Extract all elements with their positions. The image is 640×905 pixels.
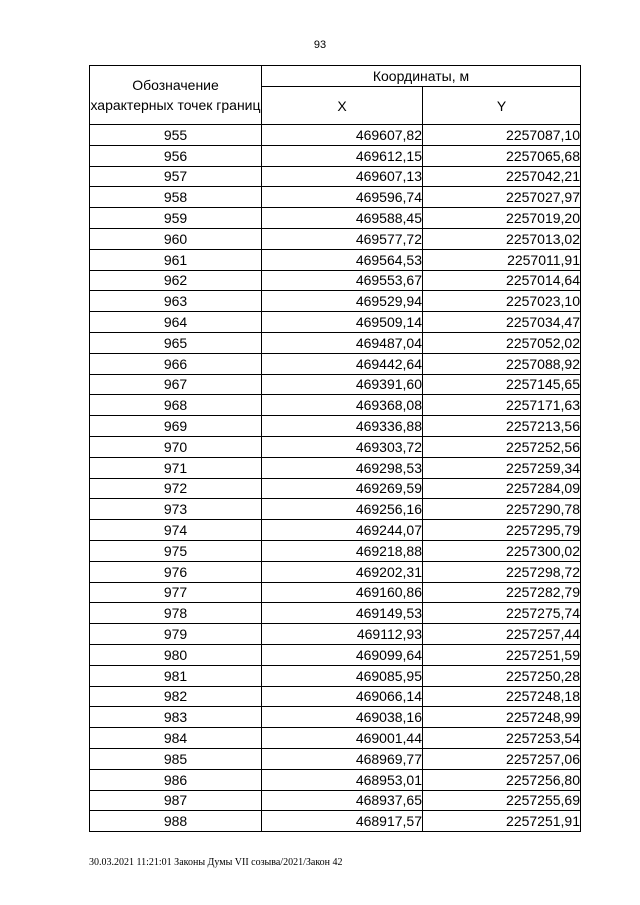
point-id-cell: 985 xyxy=(90,748,262,769)
x-coordinate-cell: 468953,01 xyxy=(262,769,423,790)
point-id-cell: 961 xyxy=(90,249,262,270)
x-coordinate-cell: 468917,57 xyxy=(262,811,423,832)
y-coordinate-cell: 2257052,02 xyxy=(423,332,581,353)
x-coordinate-cell: 469303,72 xyxy=(262,436,423,457)
table-row xyxy=(90,540,581,561)
y-coordinate-cell: 2257145,65 xyxy=(423,374,581,395)
table-row xyxy=(90,270,581,291)
point-id-cell: 980 xyxy=(90,644,262,665)
table-row xyxy=(90,374,581,395)
x-coordinate-cell: 468969,77 xyxy=(262,748,423,769)
x-coordinate-cell: 469336,88 xyxy=(262,416,423,437)
point-id-cell: 960 xyxy=(90,228,262,249)
table-row xyxy=(90,436,581,457)
table-row xyxy=(90,187,581,208)
y-coordinate-cell: 2257034,47 xyxy=(423,312,581,333)
y-coordinate-cell: 2257248,99 xyxy=(423,707,581,728)
y-coordinate-cell: 2257213,56 xyxy=(423,416,581,437)
point-id-cell: 956 xyxy=(90,145,262,166)
point-id-cell: 970 xyxy=(90,436,262,457)
x-coordinate-cell: 469553,67 xyxy=(262,270,423,291)
point-id-cell: 981 xyxy=(90,665,262,686)
y-coordinate-cell: 2257253,54 xyxy=(423,728,581,749)
point-id-cell: 986 xyxy=(90,769,262,790)
x-coordinate-cell: 469607,82 xyxy=(262,125,423,146)
point-id-cell: 984 xyxy=(90,728,262,749)
x-coordinate-cell: 469244,07 xyxy=(262,520,423,541)
y-coordinate-cell: 2257087,10 xyxy=(423,125,581,146)
point-id-cell: 982 xyxy=(90,686,262,707)
y-coordinate-cell: 2257248,18 xyxy=(423,686,581,707)
x-coordinate-cell: 469099,64 xyxy=(262,644,423,665)
table-row xyxy=(90,208,581,229)
y-coordinate-cell: 2257257,44 xyxy=(423,624,581,645)
y-coordinate-cell: 2257251,91 xyxy=(423,811,581,832)
table-row xyxy=(90,707,581,728)
table-row xyxy=(90,644,581,665)
table-row xyxy=(90,728,581,749)
table-row xyxy=(90,395,581,416)
point-id-cell: 964 xyxy=(90,312,262,333)
header-y: Y xyxy=(423,87,581,125)
y-coordinate-cell: 2257250,28 xyxy=(423,665,581,686)
y-coordinate-cell: 2257014,64 xyxy=(423,270,581,291)
point-id-cell: 983 xyxy=(90,707,262,728)
y-coordinate-cell: 2257088,92 xyxy=(423,353,581,374)
point-id-cell: 977 xyxy=(90,582,262,603)
point-id-cell: 979 xyxy=(90,624,262,645)
point-id-cell: 978 xyxy=(90,603,262,624)
y-coordinate-cell: 2257259,34 xyxy=(423,457,581,478)
y-coordinate-cell: 2257290,78 xyxy=(423,499,581,520)
x-coordinate-cell: 469149,53 xyxy=(262,603,423,624)
table-row xyxy=(90,332,581,353)
table-row xyxy=(90,624,581,645)
x-coordinate-cell: 469487,04 xyxy=(262,332,423,353)
table-row xyxy=(90,145,581,166)
y-coordinate-cell: 2257013,02 xyxy=(423,228,581,249)
x-coordinate-cell: 469607,13 xyxy=(262,166,423,187)
point-id-cell: 988 xyxy=(90,811,262,832)
x-coordinate-cell: 469529,94 xyxy=(262,291,423,312)
point-id-cell: 957 xyxy=(90,166,262,187)
y-coordinate-cell: 2257171,63 xyxy=(423,395,581,416)
table-row xyxy=(90,561,581,582)
table-row xyxy=(90,228,581,249)
point-id-cell: 974 xyxy=(90,520,262,541)
page-number: 93 xyxy=(313,39,327,51)
x-coordinate-cell: 468937,65 xyxy=(262,790,423,811)
point-id-cell: 976 xyxy=(90,561,262,582)
y-coordinate-cell: 2257295,79 xyxy=(423,520,581,541)
point-id-cell: 963 xyxy=(90,291,262,312)
y-coordinate-cell: 2257255,69 xyxy=(423,790,581,811)
y-coordinate-cell: 2257275,74 xyxy=(423,603,581,624)
y-coordinate-cell: 2257252,56 xyxy=(423,436,581,457)
y-coordinate-cell: 2257256,80 xyxy=(423,769,581,790)
x-coordinate-cell: 469202,31 xyxy=(262,561,423,582)
x-coordinate-cell: 469596,74 xyxy=(262,187,423,208)
table-row xyxy=(90,249,581,270)
table-row xyxy=(90,166,581,187)
point-id-cell: 955 xyxy=(90,125,262,146)
point-id-cell: 975 xyxy=(90,540,262,561)
footer-stamp: 30.03.2021 11:21:01 Законы Думы VII созыва/2021/Закон 42 xyxy=(89,857,343,868)
point-id-cell: 959 xyxy=(90,208,262,229)
table-row xyxy=(90,291,581,312)
point-id-cell: 973 xyxy=(90,499,262,520)
y-coordinate-cell: 2257042,21 xyxy=(423,166,581,187)
y-coordinate-cell: 2257282,79 xyxy=(423,582,581,603)
table-row xyxy=(90,769,581,790)
y-coordinate-cell: 2257251,59 xyxy=(423,644,581,665)
x-coordinate-cell: 469001,44 xyxy=(262,728,423,749)
x-coordinate-cell: 469368,08 xyxy=(262,395,423,416)
table-row xyxy=(90,416,581,437)
table-row xyxy=(90,603,581,624)
x-coordinate-cell: 469509,14 xyxy=(262,312,423,333)
point-id-cell: 968 xyxy=(90,395,262,416)
table-row xyxy=(90,811,581,832)
x-coordinate-cell: 469038,16 xyxy=(262,707,423,728)
point-id-cell: 965 xyxy=(90,332,262,353)
header-point-label: Обозначение характерных точек границ xyxy=(90,66,262,125)
table-row xyxy=(90,686,581,707)
point-id-cell: 969 xyxy=(90,416,262,437)
x-coordinate-cell: 469298,53 xyxy=(262,457,423,478)
point-id-cell: 962 xyxy=(90,270,262,291)
y-coordinate-cell: 2257027,97 xyxy=(423,187,581,208)
table-row xyxy=(90,312,581,333)
x-coordinate-cell: 469577,72 xyxy=(262,228,423,249)
point-id-cell: 987 xyxy=(90,790,262,811)
y-coordinate-cell: 2257011,91 xyxy=(423,249,581,270)
x-coordinate-cell: 469218,88 xyxy=(262,540,423,561)
y-coordinate-cell: 2257298,72 xyxy=(423,561,581,582)
point-id-cell: 966 xyxy=(90,353,262,374)
y-coordinate-cell: 2257023,10 xyxy=(423,291,581,312)
table-body xyxy=(90,125,581,832)
point-id-cell: 967 xyxy=(90,374,262,395)
table-row xyxy=(90,499,581,520)
x-coordinate-cell: 469391,60 xyxy=(262,374,423,395)
x-coordinate-cell: 469160,86 xyxy=(262,582,423,603)
x-coordinate-cell: 469564,53 xyxy=(262,249,423,270)
y-coordinate-cell: 2257284,09 xyxy=(423,478,581,499)
table-row xyxy=(90,748,581,769)
point-id-cell: 972 xyxy=(90,478,262,499)
x-coordinate-cell: 469085,95 xyxy=(262,665,423,686)
table-row xyxy=(90,790,581,811)
point-id-cell: 958 xyxy=(90,187,262,208)
y-coordinate-cell: 2257257,06 xyxy=(423,748,581,769)
x-coordinate-cell: 469612,15 xyxy=(262,145,423,166)
x-coordinate-cell: 469112,93 xyxy=(262,624,423,645)
y-coordinate-cell: 2257300,02 xyxy=(423,540,581,561)
table-row xyxy=(90,457,581,478)
y-coordinate-cell: 2257019,20 xyxy=(423,208,581,229)
table-row xyxy=(90,582,581,603)
table-row xyxy=(90,353,581,374)
table-row xyxy=(90,478,581,499)
table-row xyxy=(90,665,581,686)
header-x: X xyxy=(262,87,423,125)
y-coordinate-cell: 2257065,68 xyxy=(423,145,581,166)
x-coordinate-cell: 469066,14 xyxy=(262,686,423,707)
coordinates-table xyxy=(89,65,581,832)
x-coordinate-cell: 469588,45 xyxy=(262,208,423,229)
table-row xyxy=(90,125,581,146)
header-coordinates: Координаты, м xyxy=(262,66,581,87)
x-coordinate-cell: 469269,59 xyxy=(262,478,423,499)
table-row xyxy=(90,520,581,541)
x-coordinate-cell: 469256,16 xyxy=(262,499,423,520)
point-id-cell: 971 xyxy=(90,457,262,478)
x-coordinate-cell: 469442,64 xyxy=(262,353,423,374)
